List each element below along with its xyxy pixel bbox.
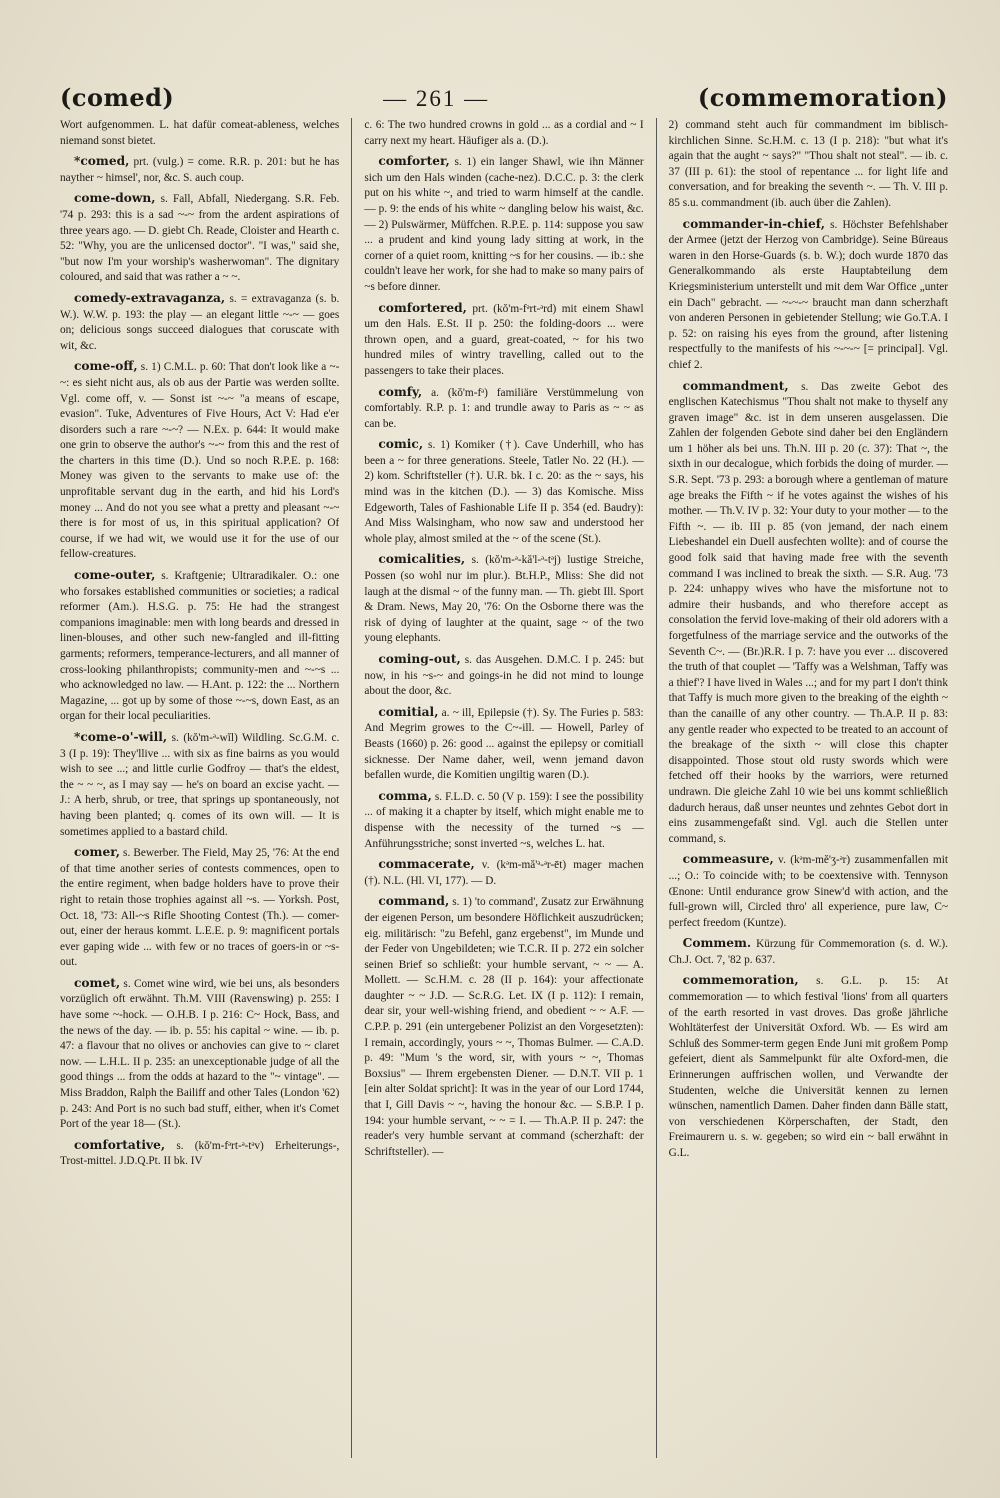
headword: come-down,: [74, 191, 156, 206]
dictionary-entry: [364, 789, 643, 852]
column-3: [669, 118, 948, 1458]
entry-text: s. (kŏ'm-ᵊ-kă'l-ᵊ-tᵊj) lustige Streiche, Possen (so wohl nur im plur.). Bt.H.P., Mliss: She did not laugh at the dismal ~ of the funny man. — Th. giebt Ill. Sport & Dram. News, May 20, '76: On the Osborne there was the risk of dying of laughter at the quaint, sage ~ of the two young elephants.: [364, 554, 644, 645]
entry-text: s. Bewerber. The Field, May 25, '76: At the end of that time another series of contests commences, open to the entire regiment, when badge holders have to prove their right to retain those trophies against all ~s. — Yorksh. Post, Oct. 18, '73: All-~s Rifle Shooting Contest (Th.). — comer-out, einer der heraus kommt. L.E.E. p. 9: magnificent portals ever gaping wide ... with few or no traces of goers-in or ~s-out.: [60, 847, 340, 969]
dictionary-entry: [669, 118, 948, 212]
headword: comicalities,: [378, 552, 466, 567]
dictionary-entry: [364, 385, 643, 433]
headword: commacerate,: [378, 857, 475, 872]
dictionary-entry: [364, 154, 643, 295]
entry-text: 2) command steht auch für commandment im biblisch-kirchlichen Sinne. Sc.H.M. c. 13 (I p. 218): "but what it's again that the aught ~ says?" "Thou shalt not steal". — ib. c. 37 (III p. 61): the stool of repentance ... for light life and conversation, and for breaking the seventh ~. — Th. V. III p. 85 s.u. commandment (ib. auch über die Zahlen).: [668, 119, 948, 209]
headword: *come-o'-will,: [74, 729, 168, 744]
headword: comedy-extravaganza,: [74, 290, 226, 305]
entry-text: s. (kŏ'm-fᵊrt-ᵊ-tᵊv) Erheiterungs-, Trost-mittel. J.D.Q.Pt. II bk. IV: [60, 1139, 340, 1168]
headword: come-off,: [74, 359, 138, 374]
dictionary-entry: [60, 976, 339, 1133]
headword: comitial,: [378, 704, 439, 719]
column-1: [60, 118, 339, 1458]
entry-text: s. Fall, Abfall, Niedergang. S.R. Feb. '74 p. 293: this is a sad ~-~ from the ardent aspirations of three years ago. — D. giebt Ch. Reade, Cloister and Hearth c. 52: "Why, you are the unlicensed doctor". "I was," said she, "but now I'm your worship's washerwoman". The dignitary coloured, and said that was rather a ~ ~.: [60, 193, 340, 284]
headword: commandment,: [682, 378, 789, 393]
headword: commeasure,: [682, 852, 774, 867]
dictionary-entry: [364, 552, 643, 647]
entry-text: s. = extravaganza (s. b. W.). W.W. p. 193: the play — an elegant little ~-~ — goes on; delicious songs succeed dialogues that coruscate with wit, &c.: [60, 292, 340, 352]
headword: comfortered,: [378, 300, 467, 315]
dictionary-entry: [669, 852, 948, 931]
dictionary-entry: [364, 301, 643, 380]
dictionary-entry: [669, 379, 948, 848]
headword: comforter,: [378, 154, 450, 169]
header-left-guideword: (comed): [60, 83, 175, 112]
entry-text: prt. (kŏ'm-fᵊrt-ᵊrd) mit einem Shawl um den Hals. E.St. II p. 250: the folding-doors ... were thrown open, and a guard, great-coated, ~ for his two hundred miles of wintry travelling, called out to the passengers to take their places.: [364, 302, 644, 377]
headword: comfortative,: [74, 1137, 166, 1152]
dictionary-entry: [60, 191, 339, 286]
header-right-guideword: (commemoration): [697, 83, 948, 112]
entry-text: a. (kŏ'm-fᵊ) familiäre Verstümmelung von comfortably. R.P. p. 1: and trundle away to Paris as ~ ~ as can be.: [364, 386, 644, 430]
entry-text: prt. (vulg.) = come. R.R. p. 201: but he has nayther ~ himsel', nor, &c. S. auch coup.: [60, 156, 340, 184]
entry-text: c. 6: The two hundred crowns in gold ... as a cordial and ~ I carry next my heart. Häufiger als a. (D.).: [364, 119, 644, 147]
page-number: — 261 —: [383, 86, 490, 111]
headword: *comed,: [74, 154, 130, 169]
headword: comic,: [378, 437, 424, 452]
dictionary-entry: [364, 118, 643, 149]
dictionary-entry: [364, 857, 643, 889]
entry-text: s. 1) ein langer Shawl, wie ihn Männer sich um den Hals winden (cache-nez). D.C.C. p. 3: the clerk put on his white ~, and tried to warm himself at the candle. — p. 9: the ends of his white ~ dangling below his waist, &c. — 2) Pulswärmer, Müffchen. R.P.E. p. 114: suppose you saw ... a prudent and kind young lady sitting at work, in the corner of a quiet room, knitting ~s for her cousins. — ib.: she couldn't leave her work, for she had to make so many pairs of ~s before dinner.: [364, 156, 644, 293]
headword: commemoration,: [682, 973, 799, 988]
dictionary-entry: [364, 652, 643, 700]
headword: command,: [378, 894, 450, 909]
running-header: [60, 62, 948, 112]
entry-text: s. 1) C.M.L. p. 60: That don't look like a ~-~: es sieht nicht aus, als ob aus der Partie was werden sollte. Vgl. come off, v. — Sonst ist ~-~ "a means of escape, evasion". Tuke, Adventures of Five Hours, Act V: Had e'er disorders such a rare ~-~? — N.Ex. p. 644: It would make one grin to observe the author's ~-~ from this and the rest of the charters in this time (D.). Und so noch R.P.E. p. 168: Money was given to the servants to make use of: the unprofitable servant dug in the earth, and hid his Lord's money ... And do not you see what a pretty and pleasant ~-~ there is for most of us, in this spiritual application? Of course, if we had wit, we would use it for the use of our fellow-creatures.: [60, 361, 340, 561]
dictionary-entry: [60, 568, 339, 725]
dictionary-entry: [669, 936, 948, 968]
headword: comma,: [378, 788, 432, 803]
entry-text: s. 1) 'to command', Zusatz zur Erwähnung der eigenen Person, um besondere Höflichkeit auszudrücken; eig. militärisch: "zu Befehl, ganz ergebenst", im Munde und der Feder von Ungebildeten; wie T.C.R. II p. 272 ein solcher seinen Brief so schließt: your humble servant, ~ ~ — A. Mollett. — Sc.H.M. c. 28 (II p. 164): your affectionate daughter ~ ~ J.D. — Sc.R.G. Let. IX (I p. 112): I remain, dear sir, your well-wishing friend, and obedient ~ ~ A.F. — C.P.P. p. 291 (ein untergebener Polizist an den Vorgesetzten): I remain, accordingly, yours ~ ~, Thomas Bulmer. — C.A.D. p. 49: "Mum 's the word, sir, with yours ~ ~, Thomas Boxsius" — Ihrem ergebensten Diener. — D.N.T. VII p. 1 [ein alter Soldat spricht]: It was in the year of our Lord 1744, that I, Gill Davis ~ ~, having the honour &c. — S.B.P. I p. 194: your humble servant, ~ ~ = I. — Th.A.P. II p. 247: the reader's very humble servant at command (scherzhaft: der Schriftsteller). —: [364, 896, 644, 1158]
headword: comet,: [74, 975, 121, 990]
headword: Commem.: [682, 936, 752, 951]
entry-text: s. Höchster Befehlshaber der Armee (jetzt der Herzog von Cambridge). Seine Büreaus waren in den Horse-Guards (s. b. W.); doch wurde 1870 das Generalkommando als erste Hauptabteilung dem Kriegsministerium unterstellt und mit dem War Office „unter ein Dach" gebracht. — ~-~-~ braucht man dann scherzhaft von anderen Personen in gebietender Stellung; wie Go.T.A. I p. 52: on raising his eyes from the ground, after listening respectfully to the manifests of his ~-~-~ [= principal]. Vgl. chief 2.: [668, 218, 948, 371]
entry-text: v. (kᵊm-mă'ᵊ-ᵊr-ēt) mager machen (†). N.L. (Hl. VI, 177). — D.: [364, 859, 644, 887]
entry-text: s. das Ausgehen. D.M.C. I p. 245: but now, in his ~s-~ and goings-in he did not mind to lounge about the door, &c.: [364, 654, 644, 698]
text-columns: [60, 118, 948, 1458]
entry-text: s. Kraftgenie; Ultraradikaler. O.: one who forsakes established communities or societies; a radical reformer (Am.). H.S.G. p. 75: He had the strangest companions imaginable: men with long beards and dressed in linen-blouses, and other such new-fangled and ill-fitting garments; reformers, temperance-lecturers, and all manner of cross-looking philanthropists; community-men and ~-~s ... who acknowledged no law. — H.Ant. p. 122: the ... Northern Magazine, ... got up by some of those ~-~s, down East, as an organ for their local peculiarities.: [60, 570, 340, 723]
dictionary-entry: [364, 437, 643, 547]
entry-text: v. (kᵊm-mĕ'ʒ-ᵊr) zusammenfallen mit ...; O.: To coincide with; to be coextensive with. Tennyson Œnone: Until endurance grow Sinew'd with action, and the full-grown will, Circled thro' all experience, pure law, C~ perfect freedom (Kuntze).: [668, 854, 948, 929]
dictionary-entry: [60, 1138, 339, 1170]
entry-text: a. ~ ill, Epilepsie (†). Sy. The Furies p. 583: And Megrim growes to the C~-ill. — Howell, Parley of Beasts (1660) p. 26: good ... against the epilepsy or comitiall sicknesse. Der Name daher, weil, wenn jemand davon befallen wurde, die Komitien ungiltig waren (D.).: [364, 706, 644, 782]
entry-text: s. F.L.D. c. 50 (V p. 159): I see the possibility ... of making it a chapter by itself, which might enable me to dispense with the necessity of the turned ~s — Anführungsstriche; sonst inverted ~s, welches L. hat.: [364, 790, 644, 850]
dictionary-entry: [60, 845, 339, 971]
dictionary-entry: [60, 359, 339, 563]
dictionary-entry: [60, 730, 339, 840]
dictionary-entry: [60, 154, 339, 186]
headword: commander-in-chief,: [682, 216, 825, 231]
entry-text: s. G.L. p. 15: At commemoration — to which festival 'lions' from all quarters of the earth resorted in vast droves. Das große jährliche Wohltäterfest der Universität Oxford. Wb. — Es wird am Schluß des Sommer-term gegen Ende Juni mit großem Pomp gefeiert, dient als Sammelpunkt für alte Oxford-men, die Erinnerungen auffrischen wollen, und Verwandte der Studenten, welche die Universität kennen zu lernen wünschen, namentlich Damen. Daher finden dann Bälle statt, von verschiedenen Körperschaften, der Stadt, den Freimaurern u. s. w. gegeben; so wird ein ~ ball erwähnt in G.L.: [668, 975, 948, 1159]
dictionary-entry: [60, 118, 339, 149]
dictionary-entry: [60, 291, 339, 354]
dictionary-entry: [364, 894, 643, 1160]
dictionary-entry: [669, 217, 948, 374]
entry-text: s. 1) Komiker (†). Cave Underhill, who has been a ~ for three generations. Steele, Tatler No. 22 (H.). — 2) kom. Schriftsteller (†). U.R. bk. I c. 20: as the ~ says, his mind was in the kitchen (D.). — 3) das Komische. Miss Edgeworth, Tales of Fashionable Life II p. 354 (ed. Baudry): And Miss Walsingham, who now saw and understood her whole play, almost smiled at the ~ of the scene (St.).: [364, 439, 644, 545]
dictionary-entry: [669, 973, 948, 1161]
column-2: [364, 118, 643, 1458]
entry-text: s. Das zweite Gebot des englischen Katechismus "Thou shalt not make to thyself any graven image" &c. ist in dem unseren ausgelassen. Die Zahlen der folgenden Gebote sind daher bei den Engländern um 1 höher als bei uns. Th.N. III p. 20 (c. 37): That ~, the sixth in our decalogue, which forbids the doing of murder. — S.R. Sept. '73 p. 293: a borough where a gentleman of mature age breaks the Fifth ~ if he votes against the wishes of his mother. — Th.V. IV p. 32: Your duty to your mother — to the Fifth ~. — ib. III p. 85 (von jemand, der nach einem Liebeshandel ein Duell ausfechten wollte): and of course the good folk said that having made free with the seventh command I was inclined to break the sixth. — S.R. Aug. '73 p. 224: unhappy wives who have the misfortune not to admire their husbands, and who therefore accept as consolation the fervid love-making of their old adorers with a forgetfulness of the marriage service and the outworks of the Seventh C~. — (Br.)R.R. I p. 7: have you ever ... discovered the truth of that couplet — 'Taffy was a Welshman, Taffy was a thief'? I have lived in Wales ...; and for my part I don't think that Taffy is much more given to the breaking of the eighth ~ than the canaille of any other country. — Th.A.P. II p. 83: any gentle reader who expected to be treated to an account of the breakage of the sixth ~ will close this chapter disappointed. Those stout old rusty swords which were fetched off their hooks by the warriors, were returned undrawn. Die gleiche Zahl 10 wie bei uns kommt schließlich dadurch heraus, daß unser neuntes und zehntes Gebot dort in eins zusammengefaßt sind. Vgl. auch die Stellen unter command, s.: [668, 380, 948, 845]
column-rule: [656, 118, 657, 1458]
dictionary-entry: [364, 705, 643, 784]
entry-text: s. (kŏ'm-ᵊ-wĭl) Wildling. Sc.G.M. c. 3 (I p. 19): They'llive ... with six as fine bairns as you would wish to see ...; and little curlie Godfroy — that's the eldest, the ~ ~ ~, as I may say — he's on board an excise yacht. — J.: A herb, shrub, or tree, that springs up spontaneously, not having been planted; q. comes of its own will. — It is sometimes applied to a bastard child.: [60, 731, 340, 838]
headword: comfy,: [378, 384, 423, 399]
entry-text: Kürzung für Commemoration (s. d. W.). Ch.J. Oct. 7, '82 p. 637.: [668, 938, 948, 966]
entry-text: Wort aufgenommen. L. hat dafür comeat-ableness, welches niemand sonst bietet.: [60, 119, 340, 147]
entry-text: s. Comet wine wird, wie bei uns, als besonders vorzüglich oft erwähnt. Th.M. VIII (Ravenswing) p. 255: I have some ~-hock. — O.H.B. I p. 216: C~ Hock, Bass, and the news of the day. — ib. p. 55: his capital ~ wine. — ib. p. 47: a flavour that no olives or anchovies can give to ~ claret now. — L.H.L. II p. 235: an unexceptionable judge of all the good things ... from the odds at hazard to the "~ vintage". — Miss Braddon, Ralph the Bailiff and other Tales (London '62) p. 243: And Port is no such bad stuff, either, when it's Comet Port of the year 18— (St.).: [60, 977, 340, 1131]
column-rule: [351, 118, 352, 1458]
headword: coming-out,: [378, 652, 461, 666]
headword: comer,: [74, 845, 120, 860]
headword: come-outer,: [74, 568, 156, 583]
